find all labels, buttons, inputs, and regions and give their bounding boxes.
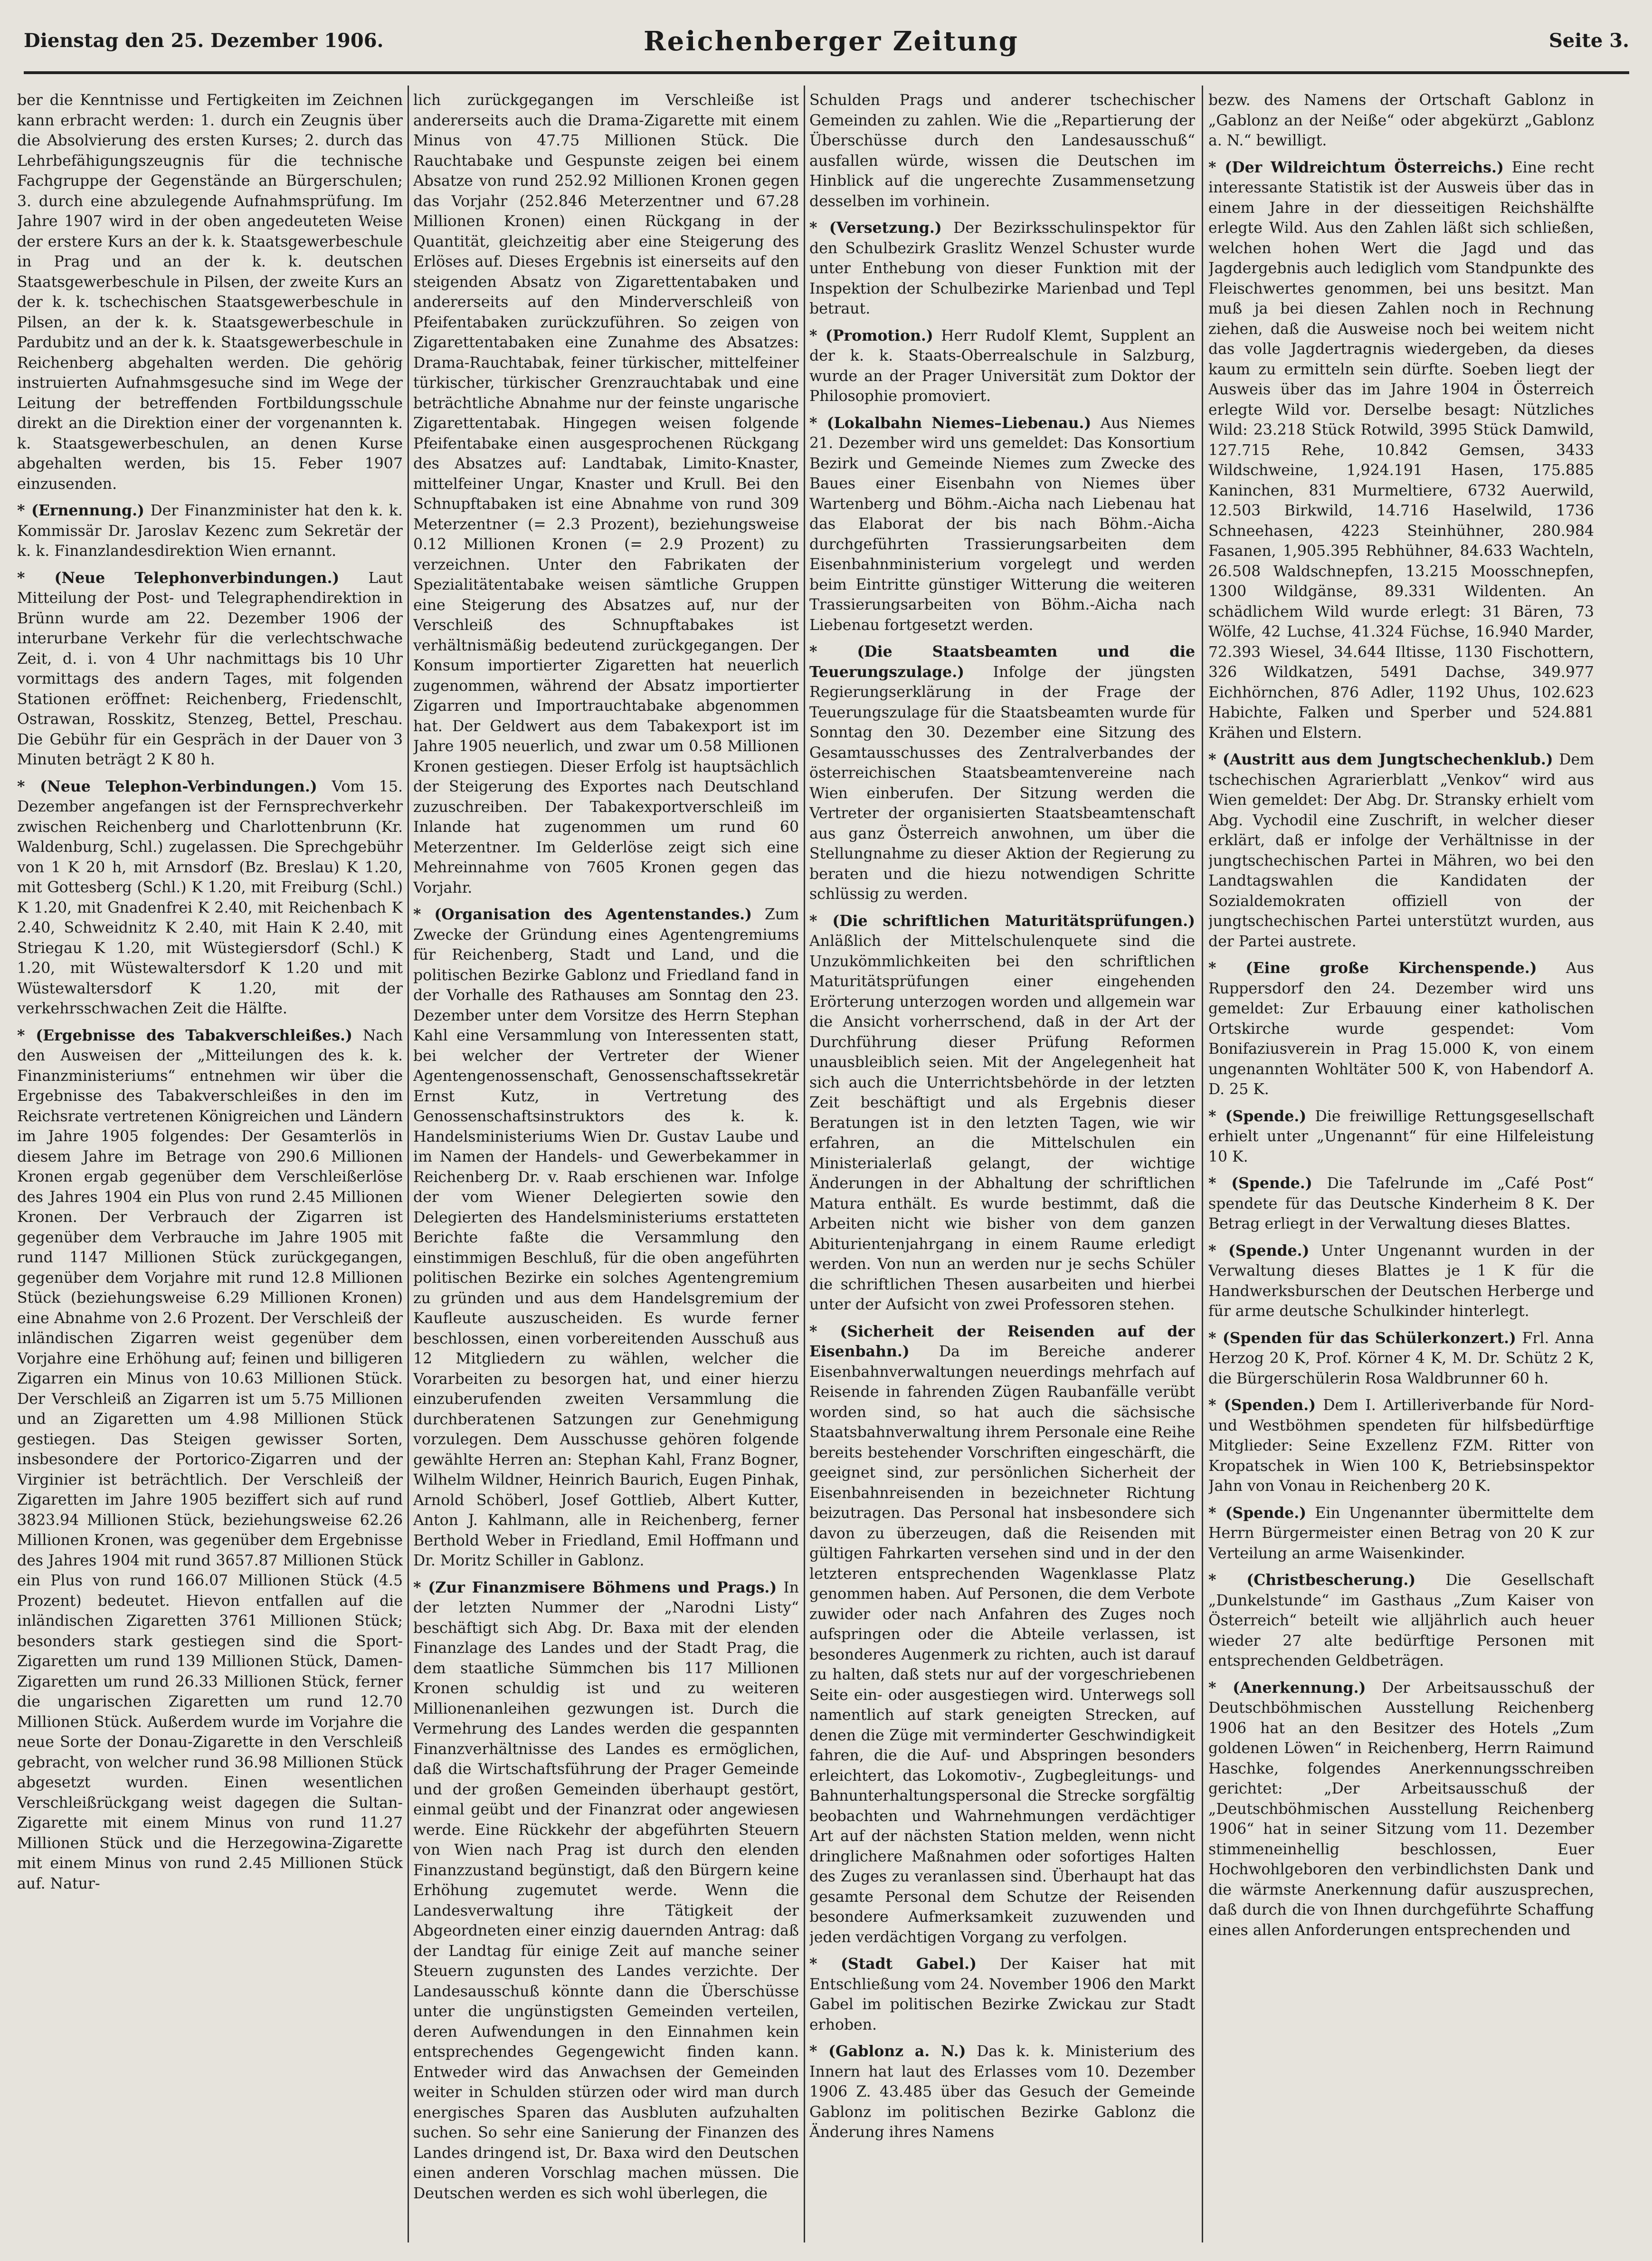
article-heading: * (Neue Telephon-Verbindungen.) <box>17 777 317 795</box>
article <box>413 1578 799 2204</box>
article-text: Der Arbeitsausschuß der Deutschböhmischen Ausstellung Reichenberg 1906 hat an den Besitzer des Hotels „Zum goldenen Löwen“ in Reichenberg, Herrn Raimund Haschke, folgendes Anerkennungsschreiben gerichtet: „Der Arbeitsausschuß der „Deutschböhmischen Ausstellung Reichenberg 1906“ hat in seiner Sitzung vom 11. Dezember stimmeneinhellig beschlossen, Euer Hochwohlgeboren den verbindlichsten Dank und die wärmste Anerkennung dafür auszusprechen, daß durch die von Ihnen durchgeführte Schaffung eines allen Anforderungen entsprechenden und <box>1208 1679 1594 1939</box>
article <box>1208 1173 1594 1234</box>
article <box>809 911 1195 1315</box>
article-text: Die Gesellschaft „Dunkelstunde“ im Gasthaus „Zum Kaiser von Österreich“ beteilt wie alljährlich auch heuer wieder 27 alte bedürftige Personen mit entsprechenden Geldbeträgen. <box>1208 1572 1594 1670</box>
article-text: Das k. k. Ministerium des Innern hat laut des Erlasses vom 10. Dezember 1906 Z. 43.485 über das Gesuch der Gemeinde Gablonz im politischen Bezirke Gablonz die Änderung ihres Namens <box>809 2043 1195 2141</box>
article-heading: * (Spende.) <box>1208 1107 1307 1125</box>
article-heading: * (Promotion.) <box>809 326 933 344</box>
article <box>809 1954 1195 2035</box>
article-text: Aus Niemes 21. Dezember wird uns gemeldet: Das Konsortium Bezirk und Gemeinde Niemes zum Zwecke des Baues einer Eisenbahn von Niemes über Wartenberg und Böhm.-Aicha nach Liebenau hat das Elaborat der bis nach Böhm.-Aicha durchgeführten Trassierungsarbeiten dem Eisenbahnministerium vorgelegt und werden beim Eintritte günstiger Witterung die weiteren Trassierungsarbeiten von Böhm.-Aicha nach Liebenau fortgesetzt werden. <box>809 414 1195 634</box>
article-text: ber die Kenntnisse und Fertigkeiten im Zeichnen kann erbracht werden: 1. durch ein Zeugnis über die Absolvierung des ersten Kurses; 2. durch das Lehrbefähigungszeugnis für die technische Fachgruppe der Gegenstände an Bürgerschulen; 3. durch eine abzulegende Aufnahmsprüfung. Im Jahre 1907 wird in der oben angedeuteten Weise der erstere Kurs an der k. k. Staatsgewerbeschule in Prag und an der k. k. deutschen Staatsgewerbeschule in Pilsen, der zweite Kurs an der k. k. tschechischen Staatsgewerbeschule in Pilsen, an der k. k. Staatsgewerbeschule in Pardubitz und an der k. k. Staatsgewerbeschule in Reichenberg abgehalten werden. Die gehörig instruierten Aufnahmsgesuche sind im Wege der Leitung der betreffenden Fortbildungsschule direkt an die Direktion einer der vorgenannten k. k. Staatsgewerbeschulen, an denen Kurse abgehalten werden, bis 15. Feber 1907 einzusenden. <box>17 92 403 493</box>
article-text: Da im Bereiche anderer Eisenbahnverwaltungen neuerdings mehrfach auf Reisende in fahrenden Zügen Raubanfälle verübt worden sind, so hat auch die sächsische Staatsbahnverwaltung ihrem Personale eine Reihe bereits bestehender Vorschriften eingeschärft, die geeignet sind, zur persönlichen Sicherheit der Eisenbahnreisenden in bezeichneter Richtung beizutragen. Das Personal hat insbesondere sich davon zu überzeugen, daß die Reisenden mit gültigen Fahrkarten versehen sind und in der den letzteren entsprechenden Wagenklasse Platz genommen haben. Auf Personen, die dem Verbote zuwider oder nach Anfahren des Zuges noch aufspringen oder die Abteile verlassen, ist besonderes Augenmerk zu richten, auch ist darauf zu halten, daß stets nur auf der vorgeschriebenen Seite ein- oder ausgestiegen wird. Unterwegs soll namentlich auf stark geneigten Strecken, auf denen die Züge mit verminderter Geschwindigkeit fahren, die die Auf- und Abspringen besonders erleichtert, das Lokomotiv-, Zugbegleitungs- und Bahnunterhaltungspersonal die Strecke sorgfältig beobachten und Wahrnehmungen verdächtiger Art auf der nächsten Station melden, wenn nicht dringlichere Maßnahmen oder sofortiges Halten des Zuges zu veranlassen sind. Überhaupt hat das gesamte Personal dem Schutze der Reisenden besondere Aufmerksamkeit zuzuwenden und jeden verdächtigen Vorgang zu verfolgen. <box>809 1343 1195 1946</box>
article <box>1208 958 1594 1100</box>
article-heading: * (Stadt Gabel.) <box>809 1955 977 1973</box>
article-heading: * (Die Staatsbeamten und die Teuerungszulage.) <box>809 643 1195 681</box>
article-heading: * (Spende.) <box>1208 1504 1307 1522</box>
article-text: Die freiwillige Rettungsgesellschaft erhielt unter „Ungenannt“ für eine Hilfeleistung 10 K. <box>1208 1107 1594 1165</box>
column-rule <box>408 86 409 2242</box>
column-4 <box>1208 90 1594 2242</box>
article <box>1208 1678 1594 1941</box>
article <box>413 90 799 898</box>
article-heading: * (Ernennung.) <box>17 502 144 519</box>
page-header <box>24 19 1629 74</box>
newspaper-title: Reichenberger Zeitung <box>644 26 1019 57</box>
article <box>17 90 403 494</box>
article <box>809 1322 1195 1948</box>
column-2 <box>413 90 799 2242</box>
article-text: Schulden Prags und anderer tschechischer Gemeinden zu zahlen. Wie die „Repartierung der Überschüsse durch den Landesausschuß“ ausfallen würde, wissen die Deutschen im Hinblick auf die ungerechte Zusammensetzung desselben im vorhinein. <box>809 92 1195 210</box>
article-heading: * (Anerkennung.) <box>1208 1679 1366 1697</box>
article-text: lich zurückgegangen im Verschleiße ist andererseits auch die Drama-Zigarette mit einem Minus von 47.75 Millionen Stück. Die Rauchtabake und Gespunste zeigen bei einem Absatze von rund 252.92 Millionen Kronen gegen das Vorjahr (252.846 Meterzentner und 67.28 Millionen Kronen) einen Rückgang in der Quantität, gleichzeitig aber eine Steigerung des Erlöses auf. Dieses Ergebnis ist einerseits auf den steigenden Absatz von Zigarettentabaken und andererseits auf den Minderverschleiß von Pfeifentabaken zurückzuführen. So zeigen von Zigarettentabaken eine Zunahme des Absatzes: Drama-Rauchtabak, feiner türkischer, mittelfeiner türkischer, türkischer Grenzrauchtabak und eine beträchtliche Abnahme nur der feinste ungarische Zigarettentabak. Hingegen weisen folgende Pfeifentabake einen ausgesprochenen Rückgang des Absatzes auf: Landtabak, Limito-Knaster, mittelfeiner Ungar, Knaster und Krull. Bei den Schnupftabaken ist eine Abnahme von rund 309 Meterzentner (= 2.3 Prozent), beziehungsweise 0.12 Millionen Kronen (= 2.9 Prozent) zu verzeichnen. Unter den Fabrikaten der Spezialitätentabake weisen sämtliche Gruppen eine Steigerung des Absatzes auf, nur der Verschleiß des Schnupftabakes ist verhältnismäßig bedeutend zurückgegangen. Der Konsum importierter Zigaretten hat neuerlich zugenommen, während der Absatz importierter Zigarren und Importrauchtabake abgenommen hat. Der Geldwert aus dem Tabakexport ist im Jahre 1905 neuerlich, und zwar um 0.58 Millionen Kronen gestiegen. Dieser Erfolg ist hauptsächlich der Steigerung des Exportes nach Deutschland zuzuschreiben. Der Tabakexportverschleiß im Inlande hat zugenommen um rund 60 Meterzentner. Im Gelderlöse zeigt sich eine Mehreinnahme von 7605 Kronen gegen das Vorjahr. <box>413 92 799 897</box>
article-text: Unter Ungenannt wurden in der Verwaltung dieses Blattes je 1 K für die Handwerksburschen der Deutschen Herberge und für arme deutsche Schulkinder hinterlegt. <box>1208 1242 1594 1320</box>
article <box>809 326 1195 407</box>
article-heading: * (Christbescherung.) <box>1208 1571 1416 1589</box>
issue-date: Dienstag den 25. Dezember 1906. <box>24 29 384 52</box>
article <box>17 777 403 1019</box>
article <box>1208 1570 1594 1671</box>
article-heading: * (Die schriftlichen Maturitätsprüfungen.) <box>809 912 1195 930</box>
article-heading: * (Sicherheit der Reisenden auf der Eisenbahn.) <box>809 1322 1195 1360</box>
article-text: Nach den Ausweisen der „Mitteilungen des k. k. Finanzministeriums“ entnehmen wir über die Ergebnisse des Tabakverschleißes in den im Reichsrate vertretenen Königreichen und Ländern im Jahre 1905 folgendes: Der Gesamterlös in diesem Jahre im Betrage von 290.6 Millionen Kronen ergab gegenüber dem Verschleißerlöse des Jahres 1904 ein Plus von rund 2.45 Millionen Kronen. Der Verbrauch der Zigarren ist gegenüber dem Verbrauche im Jahre 1905 mit rund 1147 Millionen Stück zurückgegangen, gegenüber dem Vorjahre mit rund 12.8 Millionen Stück (beziehungsweise 6.29 Millionen Kronen) eine Abnahme von 2.6 Prozent. Der Verschleiß der inländischen Zigarren weist gegenüber dem Vorjahre eine Erhöhung auf; feinen und billigeren Zigarren ein Minus von 10.63 Millionen Stück. Der Verschleiß an Zigarren ist um 5.75 Millionen und an Zigaretten um 4.98 Millionen Stück gestiegen. Das Steigen gewisser Sorten, insbesondere der Portorico-Zigarren und der Virginier ist beträchtlich. Der Verschleiß der Zigaretten im Jahre 1905 beziffert sich auf rund 3823.94 Millionen Stück, beziehungsweise 62.26 Millionen Kronen, was gegenüber dem Ergebnisse des Jahres 1904 mit rund 3657.87 Millionen Stück ein Plus von rund 166.07 Millionen Stück (4.5 Prozent) bedeutet. Hievon entfallen auf die inländischen Zigaretten 3761 Millionen Stück; besonders stark gestiegen sind die Sport-Zigaretten um rund 139 Millionen Stück, Damen-Zigaretten um rund 26.33 Millionen Stück, ferner die ungarischen Zigaretten um rund 12.70 Millionen Stück. Außerdem wurde im Vorjahre die neue Sorte der Donau-Zigarette in den Verschleiß gebracht, von welcher rund 36.98 Millionen Stück abgesetzt wurden. Einen wesentlichen Verschleißrückgang weist dagegen die Sultan-Zigarette mit einem Minus von rund 11.27 Millionen Stück und die Herzegowina-Zigarette mit einem Minus von rund 2.45 Millionen Stück auf. Natur- <box>17 1027 403 1892</box>
column-rule <box>804 86 805 2242</box>
article <box>1208 1328 1594 1389</box>
article-heading: * (Zur Finanzmisere Böhmens und Prags.) <box>413 1578 777 1596</box>
article-text: Der Finanzminister hat den k. k. Kommissär Dr. Jaroslav Kezenc zum Sekretär der k. k. Finanzlandesdirektion Wien ernannt. <box>17 502 403 560</box>
article-text: Laut Mitteilung der Post- und Telegraphendirektion in Brünn wurde am 22. Dezember 1906 der interurbane Verkehr für die verlechtschwache Zeit, d. i. von 4 Uhr nachmittags bis 10 Uhr vormittags des andern Tages, mit folgenden Stationen eröffnet: Reichenberg, Friedenschlt, Ostrawan, Rosskitz, Stenzeg, Bettel, Preschau. Die Gebühr für ein Gespräch in der Dauer von 3 Minuten beträgt 2 K 80 h. <box>17 569 403 768</box>
article-text: Vom 15. Dezember angefangen ist der Fernsprechverkehr zwischen Reichenberg und Charlottenbrunn (Kr. Waldenburg, Schl.) zugelassen. Die Sprechgebühr von 1 K 20 h, mit Arnsdorf (Bz. Breslau) K 1.20, mit Gottesberg (Schl.) K 1.20, mit Freiburg (Schl.) K 1.20, mit Gnadenfrei K 2.40, mit Reichenbach K 2.40, Schweidnitz K 2.40, mit Hain K 2.40, mit Striegau K 1.20, mit Wüstegiersdorf (Schl.) K 1.20, mit Wüstewaltersdorf K 1.20 und mit Wüstewaltersdorf K 1.20, mit der verkehrsschwachen Zeit die Hälfte. <box>17 778 403 1017</box>
article-text: Ein Ungenannter übermittelte dem Herrn Bürgermeister einen Betrag von 20 K zur Verteilung an arme Waisenkinder. <box>1208 1504 1594 1562</box>
article-text: Dem tschechischen Agrarierblatt „Venkov“ wird aus Wien gemeldet: Der Abg. Dr. Stransky erhielt vom Abg. Vychodil eine Zuschrift, in welcher dieser erklärt, daß er infolge der Verhältnisse in der jungtschechischen Partei in Mähren, wo bei den Landtagswahlen die Kandidaten der Sozialdemokraten offiziell von der jungtschechischen Partei unterstützt wurden, aus der Partei austrete. <box>1208 751 1594 950</box>
article-heading: * (Gablonz a. N.) <box>809 2042 966 2060</box>
article-text: Zum Zwecke der Gründung eines Agentengremiums für Reichenberg, Stadt und Land, und die politischen Bezirke Gablonz und Friedland fand in der Vorhalle des Rathauses am Sonntag den 23. Dezember unter dem Vorsitze des Herrn Stephan Kahl eine Versammlung von Interessenten statt, bei welcher der Vertreter der Wiener Agentengenossenschaft, Genossenschaftssekretär Ernst Kutz, in Vertretung des Genossenschaftsinstruktors des k. k. Handelsministeriums Wien Dr. Gustav Laube und im Namen der Handels- und Gewerbekammer in Reichenberg Dr. v. Raab erschienen war. Infolge der vom Wiener Delegierten sowie den Delegierten des Handelsministeriums erstatteten Berichte faßte die Versammlung den einstimmigen Beschluß, für die oben angeführten politischen Bezirke ein solches Agentengremium zu gründen und aus dem Handelsgremium der Kaufleute auszuscheiden. Es wurde ferner beschlossen, einen vorbereitenden Ausschuß aus 12 Mitgliedern zu wählen, welcher die Vorarbeiten zu besorgen hat, und einer hierzu einzuberufenden zweiten Versammlung die durchberatenen Satzungen zur Genehmigung vorzulegen. Dem Ausschusse gehören folgende gewählte Herren an: Stephan Kahl, Franz Bogner, Wilhelm Wildner, Heinrich Baurich, Eugen Pinhak, Arnold Schöberl, Josef Gottlieb, Albert Kutter, Anton J. Kahlmann, alle in Reichenberg, ferner Berthold Weber in Friedland, Emil Hoffmann und Dr. Moritz Schiller in Gablonz. <box>413 906 799 1569</box>
article-heading: * (Austritt aus dem Jungtschechenklub.) <box>1208 751 1553 768</box>
article-heading: * (Spende.) <box>1208 1174 1312 1192</box>
article <box>413 905 799 1571</box>
article-text: Infolge der jüngsten Regierungserklärung in der Frage der Teuerungszulage für die Staatsbeamten wurde für Sonntag den 30. Dezember eine Sitzung des Gesamtausschusses des Zentralverbandes der österreichischen Staatsbeamtenvereine nach Wien einberufen. Der Sitzung werden die Vertreter der organisierten Staatsbeamtenschaft aus ganz Österreich anwohnen, um über die Stellungnahme zu dieser Aktion der Regierung zu beraten und die hiezu notwendigen Schritte schlüssig zu werden. <box>809 663 1195 903</box>
article-text: Anläßlich der Mittelschulenquete sind die Unzukömmlichkeiten bei den schriftlichen Maturitätsprüfungen einer eingehenden Erörterung unterzogen worden und allgemein war die Ansicht vorherrschend, daß in der Art der Durchführung dieser Prüfung Reformen unausbleiblich seien. Mit der Angelegenheit hat sich auch die Unterrichtsbehörde in der letzten Zeit beschäftigt und als Ergebnis dieser Beratungen ist in den letzten Tagen, wie wir erfahren, an die Mittelschulen ein Ministerialerlaß gelangt, der wichtige Änderungen in der Abhaltung der schriftlichen Matura enthält. Es wurde bestimmt, daß die Arbeiten nicht wie bisher von dem ganzen Abiturientenjahrgang in einem Raume erledigt werden. Von nun an werden nur je sechs Schüler die schriftlichen Thesen ausarbeiten und hierbei unter der Aufsicht von zwei Professoren stehen. <box>809 933 1195 1313</box>
article-text: In der letzten Nummer der „Narodni Listy“ beschäftigt sich Abg. Dr. Baxa mit der elenden Finanzlage des Landes und der Stadt Prag, die dem staatliche Sümmchen bis 117 Millionen Kronen schuldig ist und zu weiteren Millionenanleihen gezwungen ist. Durch die Vermehrung des Landes werden die gespannten Finanzverhältnisse des Landes es ermöglichen, daß die Wirtschaftsführung der Prager Gemeinde und der großen Gemeinden überhaupt gestört, einmal geübt und der Finanzrat oder angewiesen werde. Eine Rückkehr der abgeführten Steuern von Wien nach Prag ist durch den elenden Finanzzustand begünstigt, daß den Bürgern keine Erhöhung zugemutet werde. Wenn die Landesverwaltung ihre Tätigkeit der Abgeordneten einer einzig dauernden Antrag: daß der Landtag für einige Zeit auf manche seiner Steuern zugunsten des Landes verzichte. Der Landesausschuß könnte dann die Überschüsse unter die ungünstigsten Gemeinden verteilen, deren Aufwendungen in den Einnahmen kein entsprechendes Gegengewicht finden kann. Entweder wird das Anwachsen der Gemeinden weiter in Schulden stürzen oder wird man durch energisches Sparen das Ausbluten aufzuhalten suchen. So sehr eine Sanierung der Finanzen des Landes dringend ist, Dr. Baxa wird den Deutschen einen anderen Vorschlag machen müssen. Die Deutschen werden es sich wohl überlegen, die <box>413 1579 799 2202</box>
article <box>809 2042 1195 2143</box>
column-1 <box>17 90 403 2242</box>
article-heading: * (Versetzung.) <box>809 219 942 237</box>
article <box>17 501 403 562</box>
article-heading: * (Neue Telephonverbindungen.) <box>17 569 340 587</box>
article-heading: * (Ergebnisse des Tabakverschleißes.) <box>17 1026 352 1044</box>
article <box>17 568 403 770</box>
article <box>1208 1503 1594 1564</box>
article <box>809 218 1195 319</box>
article-heading: * (Der Wildreichtum Österreichs.) <box>1208 158 1504 176</box>
article-text: Dem I. Artilleriverbande für Nord- und Westböhmen spendeten für hilfsbedürftige Mitglieder: Seine Exzellenz FZM. Ritter von Kropatschek in Wien 100 K, Betriebsinspektor Jahn von Vonau in Reichenberg 20 K. <box>1208 1397 1594 1495</box>
page-number: Seite 3. <box>1548 29 1629 52</box>
article-text: Eine recht interessante Statistik ist der Ausweis über das in einem Jahre in der diesseitigen Reichshälfte erlegte Wild. Aus den Zahlen läßt sich schließen, welchen hohen Wert die Jagd und das Jagdergebnis auch lediglich vom Standpunkte des Fleischwertes genommen, bei uns besitzt. Man muß ja bei diesen Zahlen noch in Rechnung ziehen, daß die Ausweise noch bei weitem nicht das volle Jagdertragnis wiedergeben, da dieses kaum zu ermitteln sein dürfte. Soeben liegt der Ausweis über das im Jahre 1904 in Österreich erlegte Wild vor. Derselbe besagt: Nützliches Wild: 23.218 Stück Rotwild, 3995 Stück Damwild, 127.715 Rehe, 10.842 Gemsen, 3433 Wildschweine, 1,924.191 Hasen, 175.885 Kaninchen, 831 Murmeltiere, 6732 Auerwild, 12.503 Birkwild, 14.716 Haselwild, 1736 Schneehasen, 4223 Steinhühner, 280.984 Fasanen, 1,905.395 Rebhühner, 84.633 Wachteln, 26.508 Waldschnepfen, 13.215 Moosschnepfen, 1300 Wildgänse, 89.331 Wildenten. An schädlichem Wild wurde erlegt: 31 Bären, 73 Wölfe, 42 Luchse, 41.324 Füchse, 16.940 Marder, 72.393 Wiesel, 34.644 Iltisse, 1130 Fischottern, 326 Wildkatzen, 5491 Dachse, 349.977 Eichhörnchen, 876 Adler, 1192 Uhus, 102.623 Habichte, Falken und Sperber und 524.881 Krähen und Elstern. <box>1208 159 1594 742</box>
article-text: Frl. Anna Herzog 20 K, Prof. Körner 4 K, M. Dr. Schütz 2 K, die Bürgerschülerin Rosa Waldbrunner 60 h. <box>1208 1329 1594 1387</box>
article-text: Die Tafelrunde im „Café Post“ spendete für das Deutsche Kinderheim 8 K. Der Betrag erliegt in der Verwaltung dieses Blattes. <box>1208 1175 1594 1232</box>
article-text: Der Kaiser hat mit Entschließung vom 24. November 1906 den Markt Gabel im politischen Bezirke Zwickau zur Stadt erhoben. <box>809 1956 1195 2033</box>
article-heading: * (Organisation des Agentenstandes.) <box>413 906 752 923</box>
article <box>809 413 1195 636</box>
article <box>809 90 1195 211</box>
article <box>1208 1395 1594 1497</box>
article-text: Der Bezirksschulinspektor für den Schulbezirk Graslitz Wenzel Schuster wurde unter Enthebung von dieser Funktion mit der Inspektion der Schulbezirke Marienbad und Tepl betraut. <box>809 219 1195 317</box>
article <box>809 642 1195 905</box>
column-rule <box>1202 86 1203 2242</box>
article <box>1208 1241 1594 1322</box>
article <box>1208 158 1594 744</box>
article <box>1208 750 1594 952</box>
article-heading: * (Spenden für das Schülerkonzert.) <box>1208 1329 1516 1347</box>
article-heading: * (Lokalbahn Niemes–Liebenau.) <box>809 414 1092 432</box>
article-text: Aus Ruppersdorf den 24. Dezember wird uns gemeldet: Zur Erbauung einer katholischen Ortskirche wurde gespendet: Vom Bonifaziusverein in Prag 15.000 K, von einem ungenannten Wohltäter 500 K, von Habendorf A. D. 25 K. <box>1208 960 1594 1098</box>
article-text: bezw. des Namens der Ortschaft Gablonz in „Gablonz an der Neiße“ oder abgekürzt „Gablonz a. N.“ bewilligt. <box>1208 92 1594 149</box>
article <box>1208 90 1594 151</box>
article <box>1208 1107 1594 1167</box>
article-text: Herr Rudolf Klemt, Supplent an der k. k. Staats-Oberrealschule in Salzburg, wurde an der Prager Universität zum Doktor der Philosophie promoviert. <box>809 327 1195 405</box>
article-heading: * (Spenden.) <box>1208 1396 1316 1414</box>
article-heading: * (Eine große Kirchenspende.) <box>1208 959 1537 977</box>
article-heading: * (Spende.) <box>1208 1241 1310 1259</box>
article <box>17 1026 403 1894</box>
column-3 <box>809 90 1195 2242</box>
